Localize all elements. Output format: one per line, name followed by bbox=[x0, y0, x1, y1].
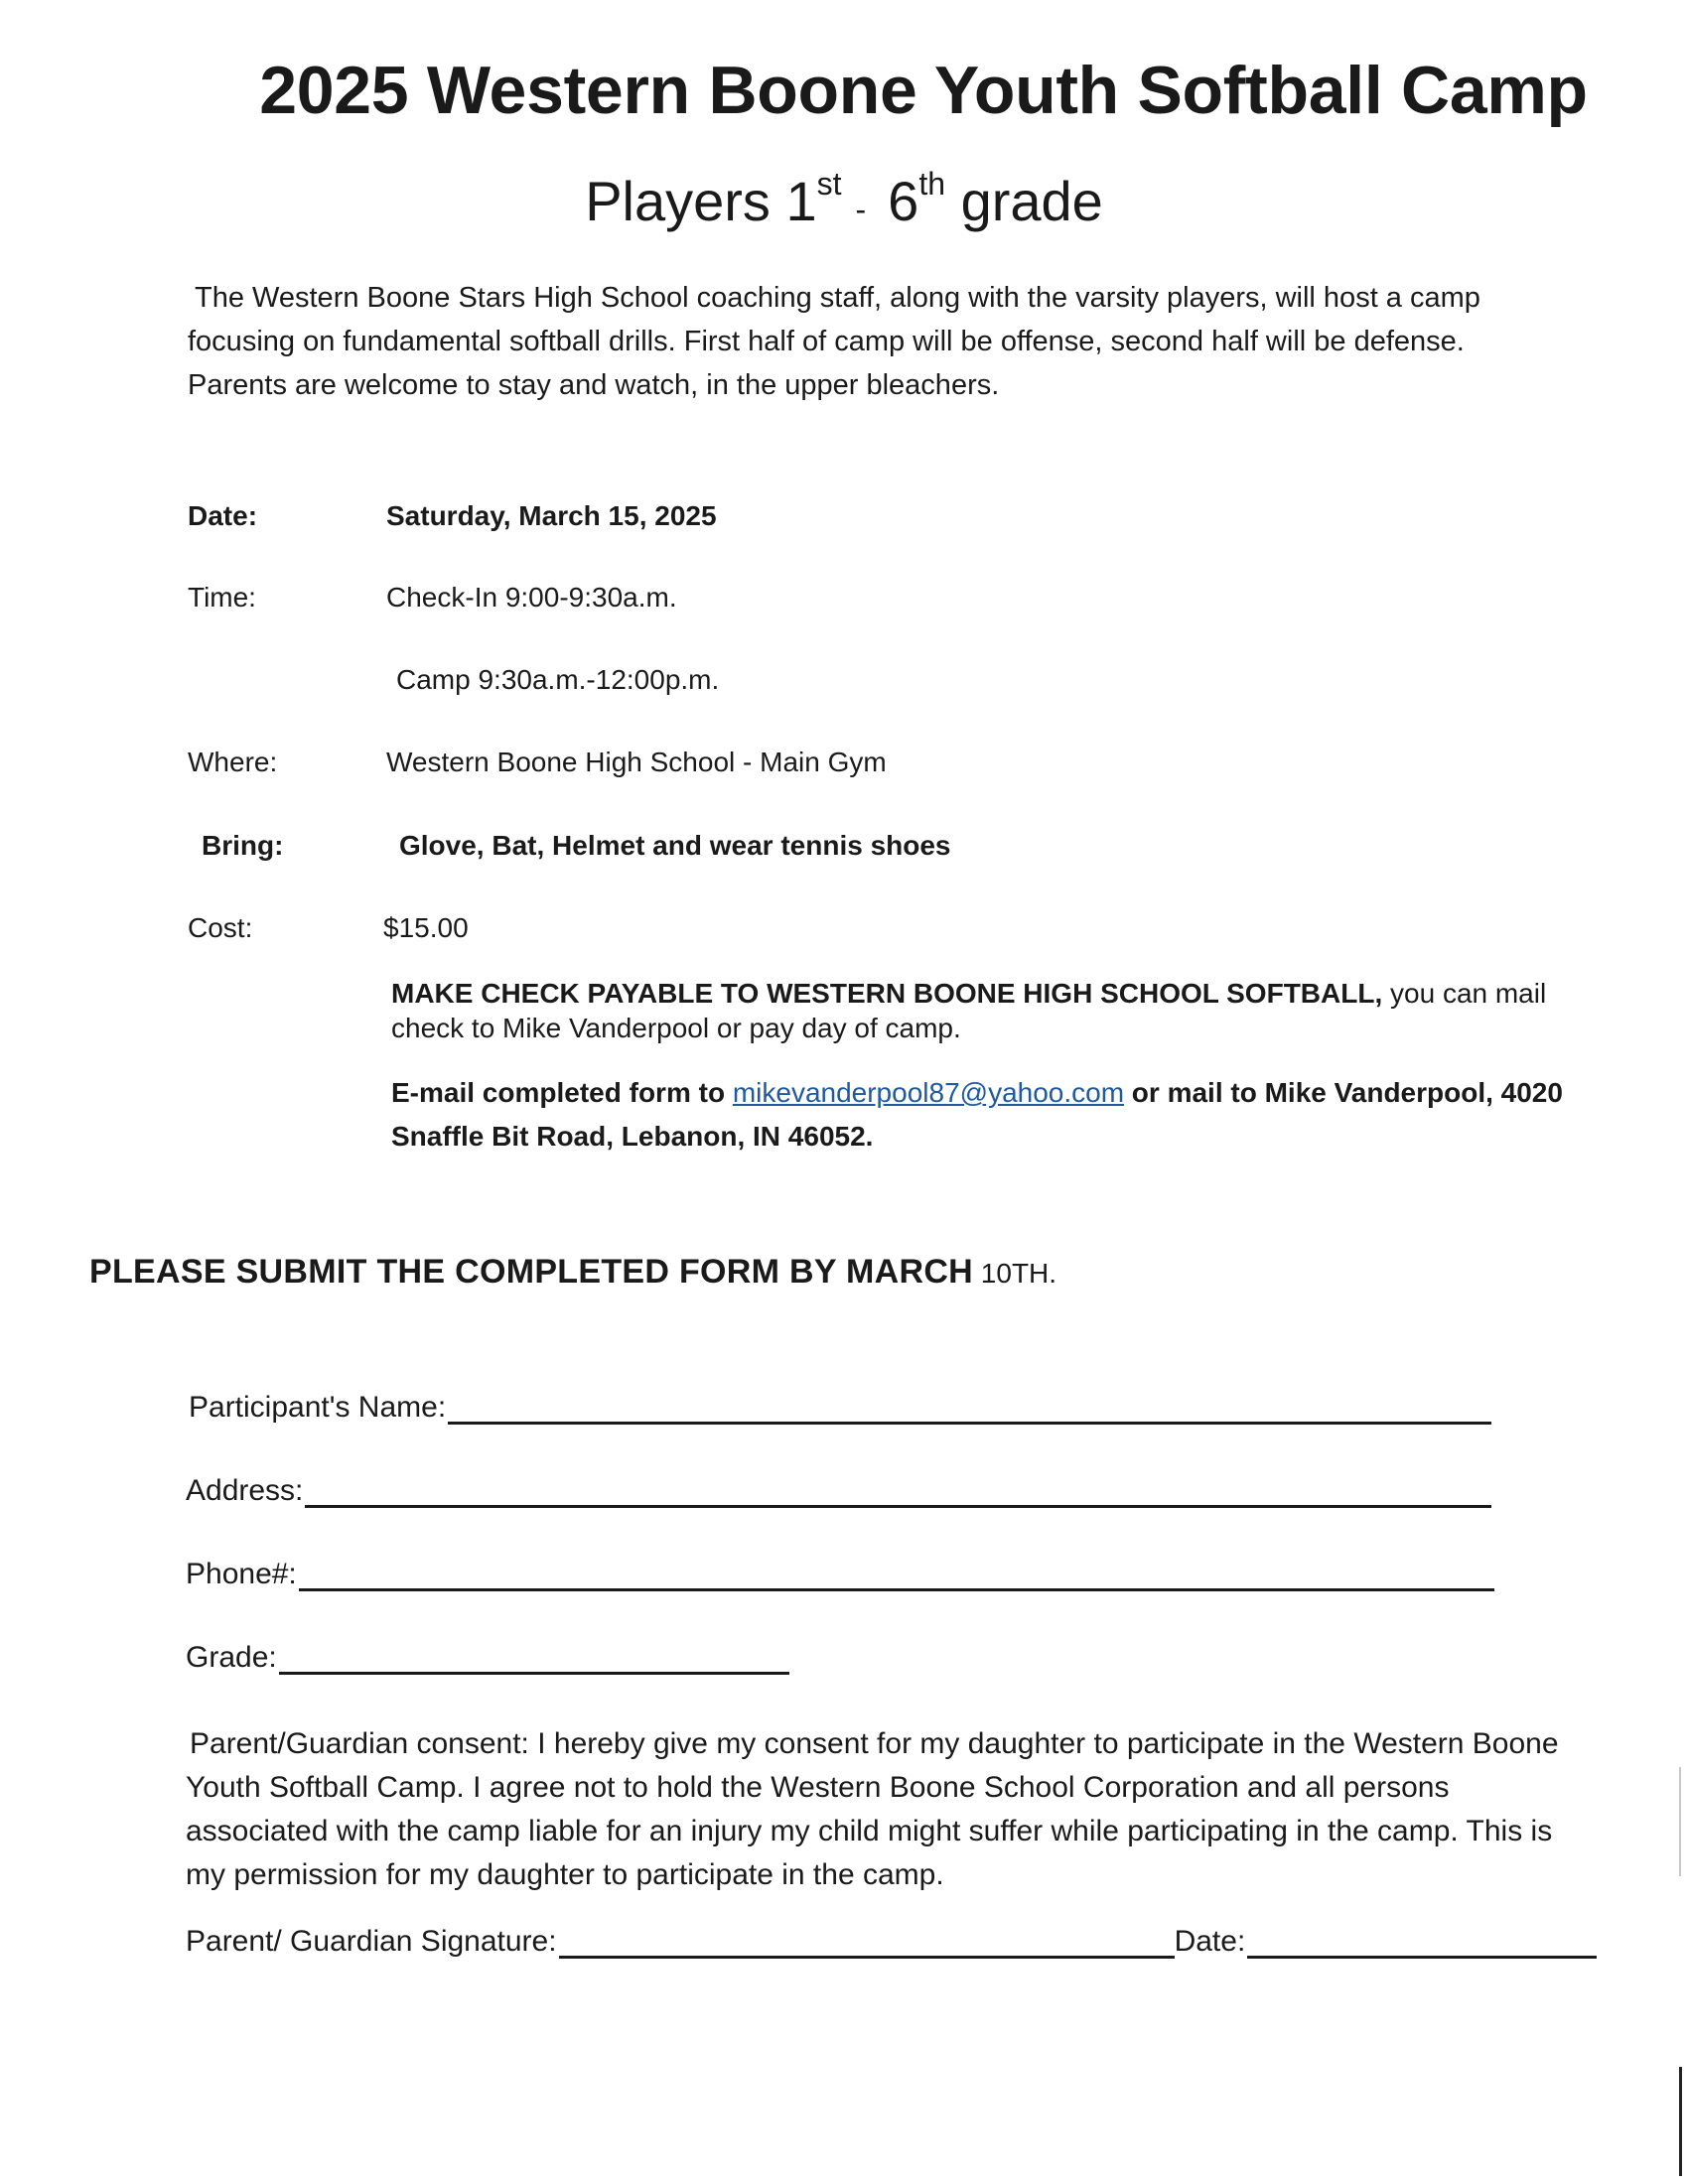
payment-line-2: check to Mike Vanderpool or pay day of camp. bbox=[391, 1013, 961, 1043]
address-label: Address: bbox=[186, 1474, 304, 1507]
signature-label: Parent/ Guardian Signature: bbox=[186, 1925, 557, 1958]
where-value: Western Boone High School - Main Gym bbox=[386, 747, 887, 777]
time-camp: Camp 9:30a.m.-12:00p.m. bbox=[396, 664, 720, 695]
date-value: Saturday, March 15, 2025 bbox=[386, 500, 717, 531]
subtitle-prefix: Players 1 bbox=[585, 170, 817, 232]
payment-rest: you can mail bbox=[1382, 978, 1547, 1009]
email-instructions bbox=[391, 1071, 1622, 1159]
submit-deadline-date: 10TH. bbox=[973, 1258, 1057, 1289]
bring-value: Glove, Bat, Helmet and wear tennis shoes bbox=[399, 830, 951, 861]
intro-line: focusing on fundamental softball drills. First half of camp will be offense, second half will be defense. bbox=[188, 326, 1465, 357]
consent-line: Parent/Guardian consent: I hereby give my consent for my daughter to participate in the Western Boone bbox=[190, 1727, 1559, 1760]
address-line[interactable] bbox=[305, 1475, 1491, 1508]
phone-label: Phone#: bbox=[186, 1558, 297, 1590]
subtitle-grade-six: 6 bbox=[888, 170, 919, 232]
page-title: 2025 Western Boone Youth Softball Camp bbox=[259, 53, 1588, 128]
grade-line[interactable] bbox=[279, 1642, 789, 1675]
email-prefix: E-mail completed form to bbox=[391, 1077, 733, 1108]
grade-field bbox=[186, 1641, 789, 1675]
submit-deadline-bold: PLEASE SUBMIT THE COMPLETED FORM BY MARCH bbox=[89, 1253, 974, 1291]
page-edge-mark bbox=[1679, 2067, 1682, 2176]
cost-label: Cost: bbox=[188, 912, 253, 943]
signature-date-label: Date: bbox=[1174, 1925, 1246, 1958]
time-label: Time: bbox=[188, 582, 256, 613]
payment-instructions bbox=[391, 976, 1622, 1045]
participant-name-line[interactable] bbox=[448, 1392, 1491, 1425]
phone-line[interactable] bbox=[299, 1559, 1494, 1591]
signature-line[interactable] bbox=[559, 1926, 1175, 1959]
intro-line: Parents are welcome to stay and watch, in the upper bleachers. bbox=[188, 369, 1000, 401]
cost-value: $15.00 bbox=[383, 912, 469, 943]
consent-paragraph bbox=[186, 1722, 1596, 1897]
participant-name-field bbox=[189, 1391, 1491, 1425]
email-suffix: or mail to Mike Vanderpool, 4020 bbox=[1124, 1077, 1563, 1108]
date-label: Date: bbox=[188, 500, 258, 531]
address-field bbox=[186, 1474, 1491, 1508]
grade-label: Grade: bbox=[186, 1641, 277, 1674]
submit-deadline bbox=[89, 1253, 1056, 1292]
payment-bold: MAKE CHECK PAYABLE TO WESTERN BOONE HIGH SCHOOL SOFTBALL, bbox=[391, 978, 1383, 1009]
time-checkin: Check-In 9:00-9:30a.m. bbox=[386, 582, 677, 613]
consent-line: associated with the camp liable for an injury my child might suffer while participating in the camp. This is bbox=[186, 1815, 1553, 1847]
subtitle-dash: - bbox=[855, 192, 867, 227]
signature-date-line[interactable] bbox=[1247, 1926, 1597, 1959]
intro-line: The Western Boone Stars High School coaching staff, along with the varsity players, will host a camp bbox=[195, 282, 1480, 314]
page-edge-mark-light bbox=[1679, 1767, 1681, 1876]
page-subtitle bbox=[0, 166, 1688, 233]
subtitle-sup-second: th bbox=[918, 166, 946, 202]
subtitle-sup-first: st bbox=[816, 166, 842, 202]
subtitle-suffix: grade bbox=[945, 170, 1103, 232]
participant-name-label: Participant's Name: bbox=[189, 1391, 447, 1424]
consent-line: my permission for my daughter to participate in the camp. bbox=[186, 1858, 944, 1891]
where-label: Where: bbox=[188, 747, 278, 777]
email-line-2: Snaffle Bit Road, Lebanon, IN 46052. bbox=[391, 1121, 874, 1152]
phone-field bbox=[186, 1558, 1494, 1591]
bring-label: Bring: bbox=[202, 830, 284, 861]
signature-field bbox=[186, 1925, 1597, 1959]
intro-paragraph bbox=[188, 276, 1578, 407]
consent-line: Youth Softball Camp. I agree not to hold the Western Boone School Corporation and all persons bbox=[186, 1771, 1450, 1804]
email-link[interactable]: mikevanderpool87@yahoo.com bbox=[732, 1077, 1125, 1108]
